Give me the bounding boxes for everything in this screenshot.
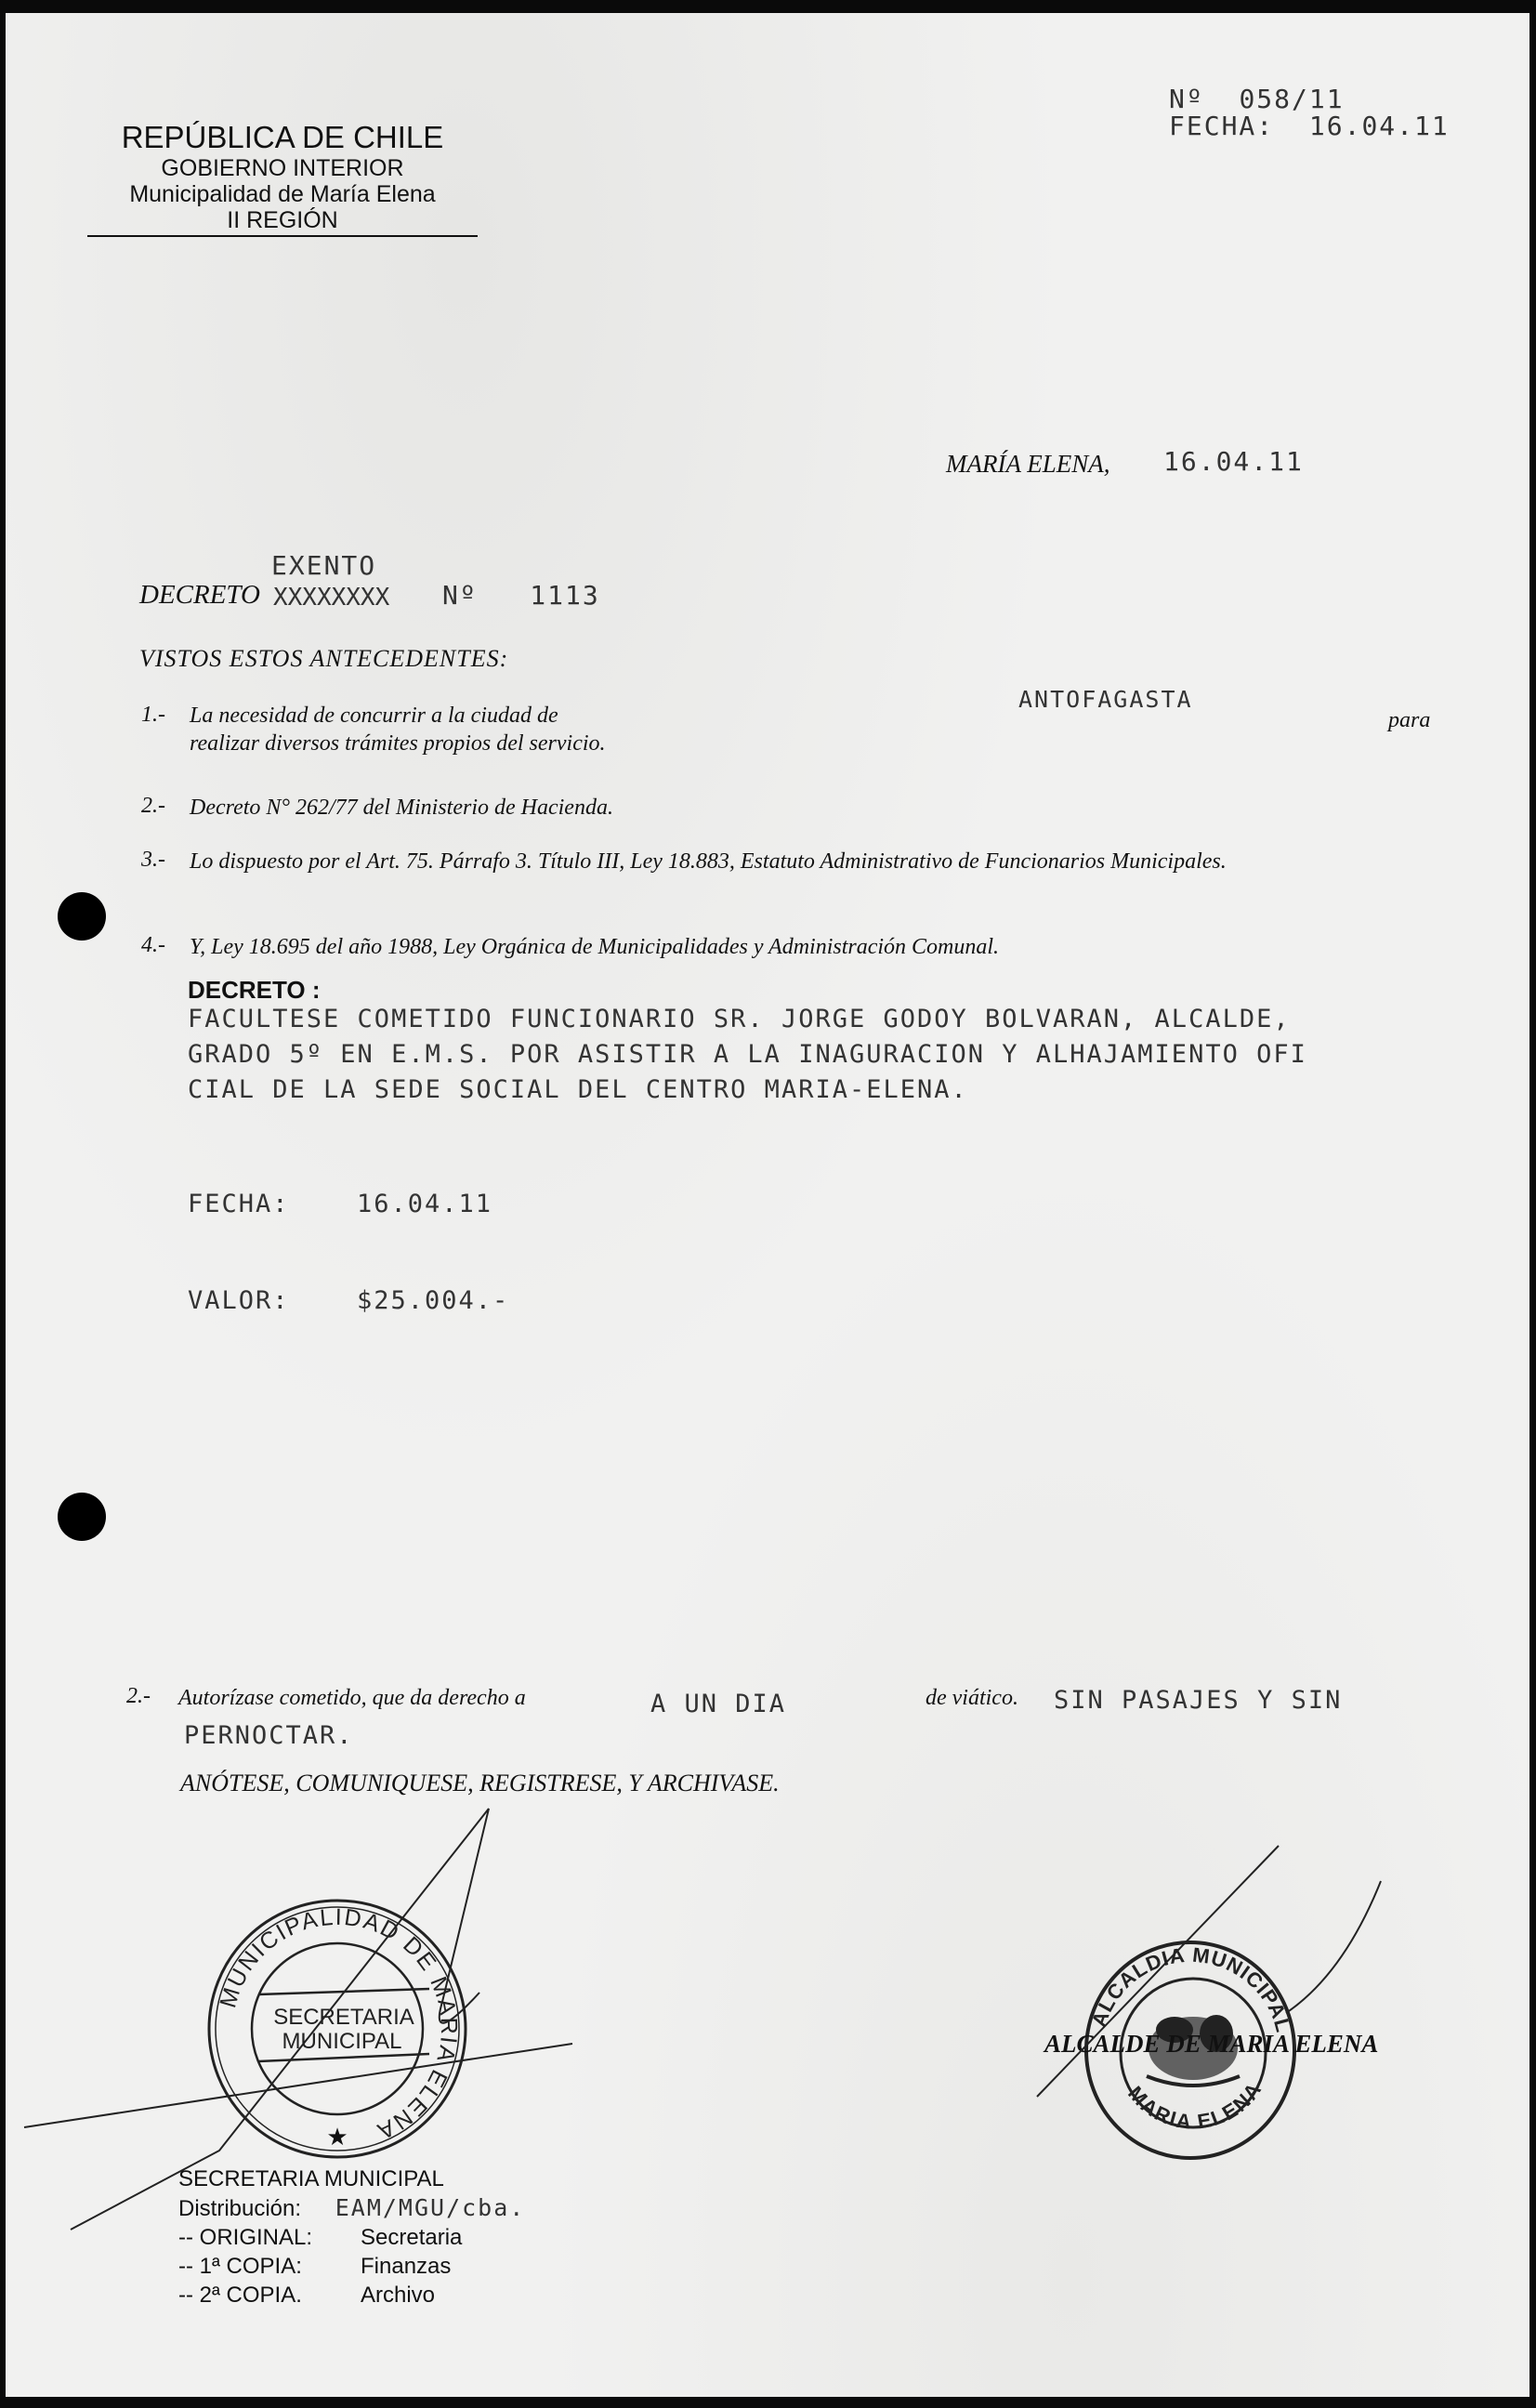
letterhead-government: GOBIERNO INTERIOR	[161, 154, 404, 181]
vistos-item-4-text: Y, Ley 18.695 del año 1988, Ley Orgánica de Municipalidades y Administración Comunal.	[190, 935, 1000, 959]
decree-exento: EXENTO	[271, 550, 377, 581]
decree-crossed-out: XXXXXXXX	[273, 584, 390, 612]
alcaldia-stamp-ring-bottom: MARIA ELENA	[1123, 2077, 1267, 2134]
distribution-initials: EAM/MGU/cba.	[335, 2194, 526, 2221]
signatory-alcalde: ALCALDE DE MARIA ELENA	[1044, 2030, 1379, 2058]
place-name: MARÍA ELENA,	[946, 450, 1110, 478]
vistos-item-1-number: 1.-	[141, 703, 165, 727]
distribution-row: -- 1ª COPIA: Finanzas	[178, 2254, 452, 2279]
vistos-item-2-number: 2.-	[141, 794, 165, 818]
closing-formula: ANÓTESE, COMUNIQUESE, REGISTRESE, Y ARCHIVASE.	[180, 1770, 780, 1796]
vistos-item-4-number: 4.-	[141, 933, 165, 957]
letterhead-region: II REGIÓN	[87, 207, 478, 237]
decree-title: DECRETO	[139, 580, 260, 610]
decreto-line: FACULTESE COMETIDO FUNCIONARIO SR. JORGE GODOY BOLVARAN, ALCALDE,	[188, 1005, 1291, 1033]
decree-number-label: Nº	[442, 580, 478, 611]
signatory-secretaria: SECRETARIA MUNICIPAL	[178, 2166, 444, 2191]
item2-note-line2: PERNOCTAR.	[184, 1721, 354, 1750]
vistos-item-2-text: Decreto N° 262/77 del Ministerio de Hacienda.	[190, 796, 613, 820]
item2-viatico: de viático.	[926, 1686, 1018, 1710]
vistos-heading: VISTOS ESTOS ANTECEDENTES:	[139, 645, 509, 672]
decreto-fecha-value: 16.04.11	[357, 1190, 493, 1218]
vistos-item-3-number: 3.-	[141, 848, 165, 872]
decreto-label: DECRETO :	[188, 976, 321, 1004]
signature-strokes	[6, 13, 1529, 2397]
alcaldia-stamp-ring-top: ALCALDIA MUNICIPAL	[1086, 1942, 1295, 2035]
reference-date-label: FECHA:	[1169, 111, 1275, 142]
signature-line	[1037, 1846, 1279, 2097]
distribution-block	[178, 2165, 525, 2309]
vistos-item-1-text: La necesidad de concurrir a la ciudad de realizar diversos trámites propios del servicio.	[190, 704, 606, 756]
decreto-line: GRADO 5º EN E.M.S. POR ASISTIR A LA INAGURACION Y ALHAJAMIENTO OFI	[188, 1040, 1307, 1069]
secretaria-stamp-ring-text: MUNICIPALIDAD DE MARIA ELENA	[215, 1903, 463, 2145]
letterhead-country: REPÚBLICA DE CHILE	[121, 120, 444, 154]
decreto-valor-value: $25.004.-	[357, 1286, 510, 1315]
vistos-item-3-text: Lo dispuesto por el Art. 75. Párrafo 3. Título III, Ley 18.883, Estatuto Administrativo de Funcionarios Municipales.	[190, 849, 1227, 874]
distribution-row: -- ORIGINAL: Secretaria	[178, 2225, 463, 2250]
decree-number-value: 1113	[530, 580, 600, 611]
distribution-row: -- 2ª COPIA. Archivo	[178, 2283, 436, 2308]
place-date: 16.04.11	[1163, 446, 1304, 477]
vistos-item-1-suffix: para	[1388, 708, 1431, 732]
secretaria-stamp-center-1: SECRETARIA	[273, 2005, 414, 2030]
signature-line	[1286, 1881, 1381, 2013]
distribution-label: Distribución:	[178, 2196, 302, 2221]
decreto-line: CIAL DE LA SEDE SOCIAL DEL CENTRO MARIA-ELENA.	[188, 1075, 968, 1104]
reference-date: 16.04.11	[1308, 111, 1450, 142]
signature-line	[24, 2044, 572, 2127]
decreto-valor-label: VALOR:	[188, 1286, 290, 1315]
reference-number-label: Nº	[1169, 84, 1204, 114]
decreto-fecha-label: FECHA:	[188, 1190, 290, 1218]
star-icon: ★	[326, 2124, 348, 2151]
item2-note-line1: SIN PASAJES Y SIN	[1054, 1686, 1343, 1715]
item2-days: A UN DIA	[650, 1690, 787, 1718]
item2-text: Autorízase cometido, que da derecho a	[178, 1686, 526, 1710]
secretaria-stamp-center-2: MUNICIPAL	[282, 2029, 402, 2054]
document-page	[6, 13, 1529, 2397]
vistos-item-1-city: ANTOFAGASTA	[1018, 686, 1193, 713]
letterhead-municipality: Municipalidad de María Elena	[129, 180, 436, 207]
reference-number: 058/11	[1239, 84, 1345, 114]
item2-number: 2.-	[126, 1684, 151, 1708]
